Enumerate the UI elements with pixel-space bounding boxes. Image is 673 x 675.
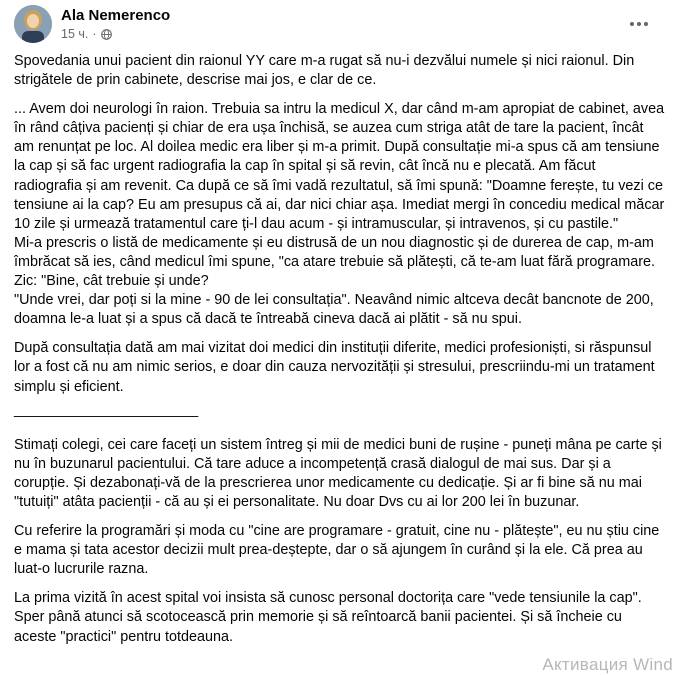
- post-divider: _______________________: [14, 401, 199, 418]
- post-paragraph-6: La prima vizită în acest spital voi insista să cunosc personal doctorița care "vede tensiunile la cap". Sper până atunci să scotocească prin memorie și să reîntoarcă banii pacientei. Și să încheie cu aceste "practici" pentru totdeauna.: [14, 590, 642, 645]
- activation-watermark: Активация Wind: [542, 655, 673, 674]
- post-header: [14, 4, 663, 44]
- avatar-portrait-icon: [14, 5, 52, 43]
- post-paragraph-3: După consultația dată am mai vizitat doi medici din instituții diferite, medici profesioniști, si răspunsul lor a fost că nu am nimic serios, e doar din cauza nervozității și stresului, prescriindu-mi un tratament simplu și eficient.: [14, 340, 655, 395]
- post-meta: [61, 27, 112, 41]
- meta-separator: ·: [92, 27, 97, 41]
- author-name[interactable]: Ala Nemerenco: [61, 7, 171, 24]
- post-body: [14, 52, 666, 657]
- post-paragraph-1: Spovedania unui pacient din raionul YY care m-a rugat să nu-i dezvălui numele și nici raionul. Din strigătele de prin cabinete, descrise mai jos, e clar de ce.: [14, 53, 635, 89]
- more-options-icon[interactable]: [627, 14, 651, 34]
- globe-icon[interactable]: [101, 29, 112, 40]
- post-paragraph-4: Stimați colegi, cei care faceți un sistem întreg și mii de medici buni de rușine - puneți mâna pe carte și nu în buzunarul pacientului. Că tare aduce a incompetență crasă dialogul de mai sus. Dar și a corupție. Și dezabonați-vă de la prescrierea unor medicamente cu dedicație. Și ar fi bine să nu mai "tutuiți" atâta pacienții - că au și ei personalitate. Nu doar Dvs cu ai lor 200 lei în buzunar.: [14, 436, 662, 510]
- author-avatar[interactable]: [14, 5, 52, 43]
- post-time[interactable]: 15 ч.: [61, 27, 89, 41]
- post-paragraph-5: Cu referire la programări și moda cu "cine are programare - gratuit, cine nu - plătește", eu nu știu cine e mama și tata acestor decizii mult prea-deștepte, dar o să ajungem în curând și la ele. Că prea au luat-o lucrurile razna.: [14, 523, 660, 578]
- post-paragraph-2: ... Avem doi neurologi în raion. Trebuia sa intru la medicul X, dar când m-am apropiat de cabinet, avea în rând câțiva pacienți și chiar de era ușa închisă, se auzea cum striga atât de tare la pacient, încât am renunțat pe loc. Al doilea medic era liber și m-a primit. După consultație mi-a spus că am tensiune la cap și să fac urgent radiografia la cap în spital și să revin, cât încă nu e plecată. Am făcut radiografia și am revenit. Ca după ce să îmi vadă rezultatul, să îmi spună: "Doamne ferește, tu vezi ce tensiune ai la cap? Eu am presupus că ai, dar nici chiar așa. Imediat mergi în concediu medical măcar 10 zile și urmează tratamentul care ți-l dau acum - și intramuscular, și intravenos, și cu pastile." Mi-a prescris o listă de medicamente și eu distrusă de un nou diagnostic și de durerea de cap, m-am îmbrăcat să ies, când medicul îmi spune, "ca atare trebuie să plătești, că te-am luat fără programare. Zic: "Bine, cât trebuie și unde? "Unde vrei, dar poți si la mine - 90 de lei consultația". Neavând nimic altceva decât bancnote de 200, doamna le-a luat și a spus că dacă te întreabă cineva dacă ai plătit - să nu spui.: [14, 101, 665, 328]
